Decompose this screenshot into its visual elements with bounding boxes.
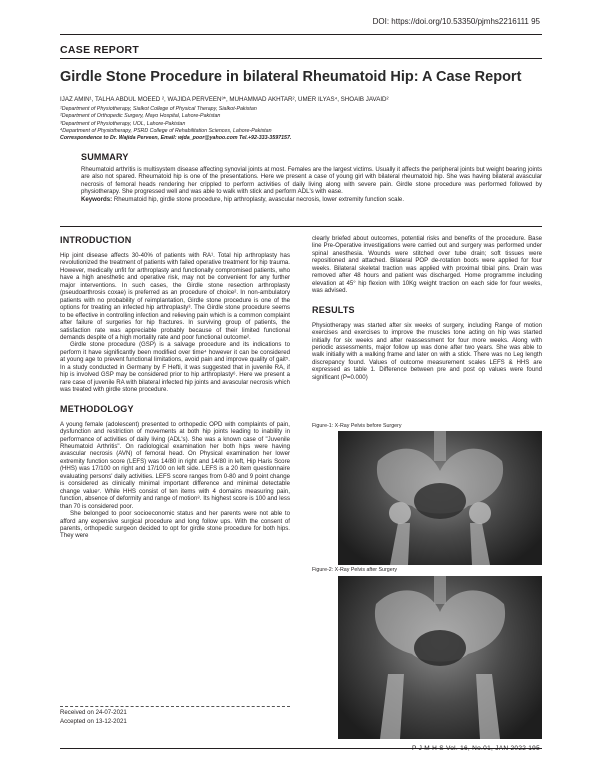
authors: IJAZ AMIN¹, TALHA ABDUL MOEED ², WAJIDA PERVEEN³*, MUHAMMAD AKHTAR², UMER ILYAS⁴, SHOAIB JAVAID² (60, 96, 389, 103)
introduction-paragraph-1: Hip joint disease affects 30-40% of patients with RA¹. Total hip arthroplasty has revolutionized the treatment of patients with failed operative treatment for hip trauma. However, medically unfit for arthroplasty and functionally compromised patients, who have a high anesthetic and operative risk, may not be convenient for any further major interventions. In such cases, the Girdle stone resection arthroplasty (pseudoarthrosis coxae) is preferred as an procedure of choice². In non-ambulatory patients with no probability of reimplantation, Girdle stone procedure is one of the options for treating an infected hip arthroplasty³. The Girdle stone procedure seems to be effective in controlling infection and relieving pain which is a common complaint after failure of surgeries for hip fractures. In surviving group of patients, the satisfaction rate was appreciable probably because of their limited functional demands despite of a high mortality rate and poor functional outcome². (60, 252, 290, 341)
results-paragraph: Physiotherapy was started after six weeks of surgery, including Range of motion exercises and exercises to improve the muscles tone acting on hip was started initially for six weeks and after reassessment for four more weeks. Along with periodic assessments, major follow up was done after two years. She was able to walk initially with a walking frame and later on with a stick. There was no Leg length discrepancy found. Values of outcome measurement scales LEFS & HHS are expressed as table 1. Difference between pre and post op values were found significant (P=0.000) (312, 321, 542, 381)
affiliation-4: ⁴Department of Physiotherapy, PSRD College of Rehabilitation Sciences, Lahore-Pakistan (60, 127, 272, 134)
received-date: Received on 24-07-2021 (60, 709, 127, 716)
methodology-paragraph-1: A young female (adolescent) presented to orthopedic OPD with complaints of pain, dysfunction and restriction of movements at both hip joints leading to inability in performance of activities of daily living (ADL's). She was a known case of "Juvenile Rheumatoid Arthritis". On radiological examination her both hips were having avascular necrosis (AVN) of femoral head. On Physical examination her lower extremity function score (LEFS) was 14/80 in right and 14/80 in left, Hip Haris Score (HHS) was 17/100 on right and 17/100 on left side. LEFS is a 20 item questionnaire evaluating persons' daily activities. LEFS score ranges from 0-80 and 9 point change is considered as clinically minimal important difference and minimal detectable change value⁷. While HHS consist of ten items with 4 domains measuring pain, function, absence of deformity and range of motion⁸. Its highest score is 100 and less than 70 is considered poor. (60, 420, 290, 510)
figure-1-xray-image (338, 431, 542, 565)
title-rule (60, 58, 542, 59)
methodology-paragraph-2: She belonged to poor socioeconomic status and her parents were not able to afford any expensive surgical procedure and long follow ups. With the consent of parents, orthopedic surgeon decided to opt for girdle stone procedure for both hips. They were (60, 510, 290, 540)
header-rule (60, 34, 542, 35)
affiliation-1: ¹Department of Physiotherapy, Sialkot College of Physical Therapy, Sialkot-Pakistan (60, 106, 257, 112)
received-block (60, 709, 127, 726)
results-heading: RESULTS (312, 304, 355, 315)
keywords-label: Keywords: (81, 195, 113, 203)
keywords (81, 196, 542, 203)
journal-footer: P J M H S Vol. 16, No.01, JAN 2022 195 (412, 745, 540, 752)
paper-title: Girdle Stone Procedure in bilateral Rheumatoid Hip: A Case Report (60, 69, 522, 85)
pelvis-xray-before-icon (338, 431, 542, 565)
methodology-continued: clearly briefed about outcomes, potential risks and benefits of the procedure. Base line Pre-Operative investigations were carried out and surgery was performed under spinal anesthesia. Wounds were stitched over tube drain; soft tissues were repositioned and attached. Bilateral POP de-rotation boots were applied for four weeks. Bilateral skeletal traction was applied with proximal tibial pins. Drain was removed after 48 hours and patient was discharged. Home programme including elevation at 45° hip flexion with 10Kg weight traction on each side for four weeks, was advised. (312, 235, 542, 295)
left-column (60, 235, 290, 540)
summary-section (81, 152, 542, 203)
figure-1-caption: Figure-1: X-Ray Pelvis before Surgery (312, 423, 402, 429)
keywords-text: Rheumatoid hip, girdle stone procedure, hip arthroplasty, avascular necrosis, lower extremity function scale. (112, 195, 405, 203)
summary-rule (60, 226, 542, 227)
case-report-label: CASE REPORT (60, 44, 140, 56)
figure-2-caption: Figure-2: X-Ray Pelvis after Surgery (312, 567, 398, 573)
received-rule (60, 706, 290, 707)
introduction-heading: INTRODUCTION (60, 235, 132, 245)
doi[interactable]: DOI: https://doi.org/10.53350/pjmhs2216111 95 (372, 17, 540, 26)
accepted-date: Accepted on 13-12-2021 (60, 717, 127, 725)
summary-text: Rheumatoid arthritis is multisystem disease affecting synovial joints at most. Females are the largest victims. Usually it affects the peripheral joints but weight bearing joints are also not spared. Rheumatoid hip is one of the presentations. Here we present a case of young girl with bilateral rheumatoid hip. She was having bilateral avascular necrosis of femoral heads rendering her crippled to perform activities of daily living along with severe pain. Girdle stone procedure was performed followed by physiotherapy. She progressed well and was able to walk with stick and perform ADL's with ease. (81, 166, 542, 196)
affiliations (60, 106, 542, 142)
right-column (312, 235, 542, 381)
summary-heading: SUMMARY (81, 152, 129, 162)
figure-2-xray-image (338, 576, 542, 739)
affiliation-3: ³Department of Physiotherapy, UOL, Lahore-Pakistan (60, 120, 186, 127)
correspondence: Correspondence to Dr. Wajida Perveen, Email: wjda_poor@yahoo.com Tel.+92-333-3597157. (60, 135, 292, 142)
affiliation-2: ²Department of Orthopedic Surgery, Mayo Hospital, Lahore-Pakistan (60, 113, 221, 120)
introduction-paragraph-2: Girdle stone procedure (GSP) is a salvage procedure and its indications to perform it have significantly been modified over time⁴ however it can be considered at young age to prevent functional limitations, avoid pain and improve quality of gait⁵. In a study conducted in Germany by F Hefti, it was suggested that in juvenile RA, if hip is involved GSP may be considered prior to hip arthroplasty⁶. Here we present a rare case of juvenile RA with bilateral infected hip joints and avascular necrosis which was treated with girdle stone procedure. (60, 341, 290, 394)
methodology-heading: METHODOLOGY (60, 403, 134, 414)
pelvis-xray-after-icon (338, 576, 542, 739)
